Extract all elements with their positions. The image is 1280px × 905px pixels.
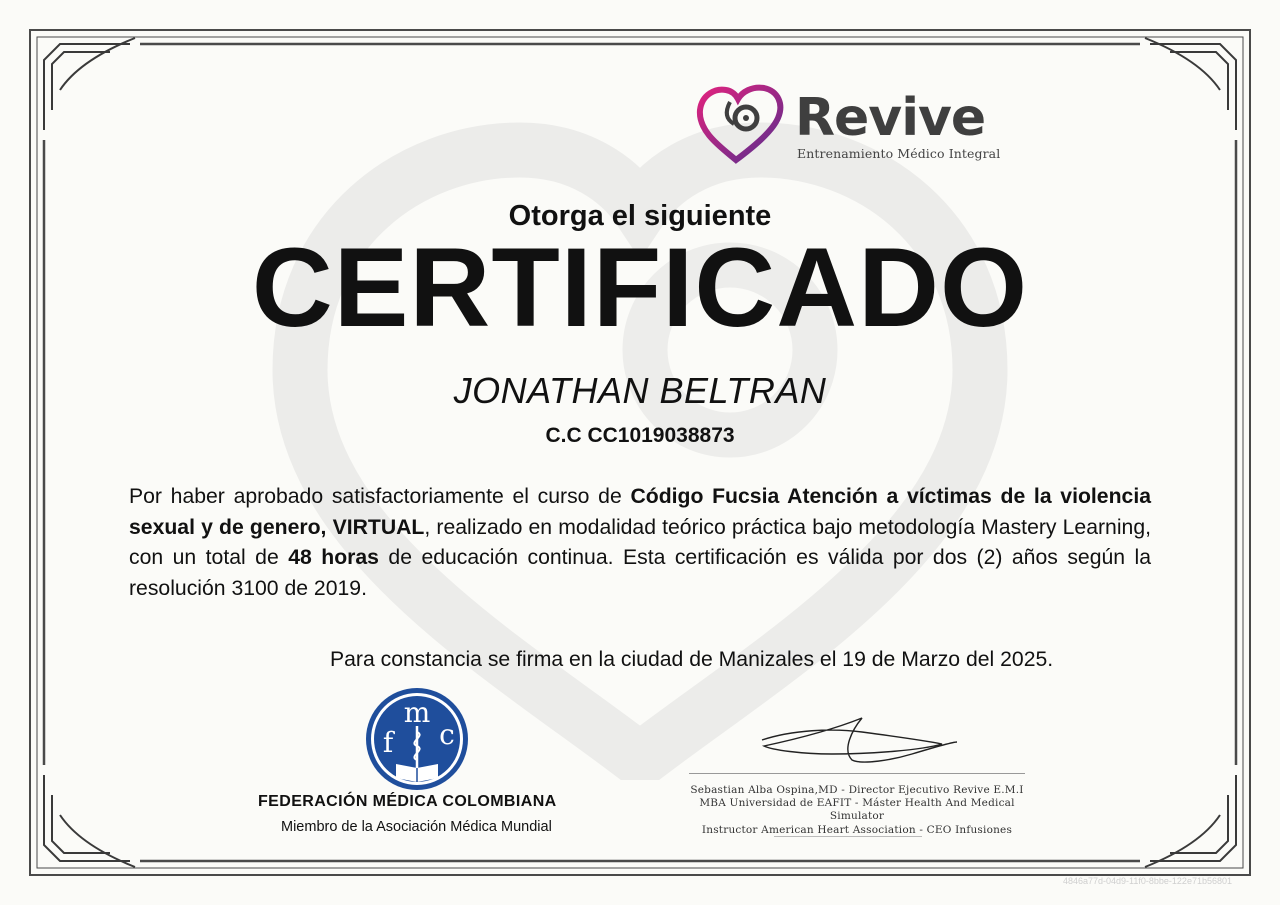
signature-line: [689, 773, 1025, 774]
fmc-letter-m: m: [403, 696, 431, 729]
signature-underline: [774, 836, 922, 837]
course-name: Código Fucsia Atención a víctimas de la violencia sexual y de genero, VIRTUAL: [129, 485, 1151, 539]
body-end: de educación continua. Esta certificación es válida por dos (2) años según la resolución 3100 de 2019.: [129, 546, 1151, 600]
fmc-seal-logo: [364, 686, 470, 792]
fmc-letter-f: f: [382, 726, 394, 759]
body-intro: Por haber aprobado satisfactoriamente el curso de: [129, 485, 631, 508]
signer-line-2: MBA Universidad de EAFIT - Máster Health And Medical Simulator: [699, 797, 1015, 823]
signer-info: [690, 784, 1024, 837]
certificate-heading: Otorga el siguiente: [508, 200, 772, 232]
recipient-id: C.C CC1019038873: [545, 424, 735, 447]
course-hours: 48 horas: [288, 546, 379, 569]
body-middle: , realizado en modalidad teórico práctica bajo metodología Mastery Learning, con un total de: [129, 515, 1151, 569]
signer-line-1: Sebastian Alba Ospina,MD - Director Ejecutivo Revive E.M.I: [690, 784, 1024, 796]
verification-code: 4846a77d-04d9-11f0-8bbe-122e71b56801: [1063, 876, 1232, 886]
signer-line-3: Instructor American Heart Association - CEO Infusiones: [701, 823, 1013, 836]
brand-tagline: Entrenamiento Médico Integral: [797, 146, 1001, 161]
recipient-name: JONATHAN BELTRAN: [453, 370, 827, 411]
certificate-title: CERTIFICADO: [251, 225, 1029, 350]
fmc-letter-c: c: [439, 718, 455, 751]
certificate-body: [129, 482, 1151, 604]
place-date: Para constancia se firma en la ciudad de Manizales el 19 de Marzo del 2025.: [330, 648, 1054, 671]
federation-name: FEDERACIÓN MÉDICA COLOMBIANA: [258, 793, 557, 810]
signature-scribble: [752, 710, 962, 770]
federation-subtitle: Miembro de la Asociación Médica Mundial: [281, 819, 552, 835]
brand-name: Revive: [795, 88, 986, 148]
